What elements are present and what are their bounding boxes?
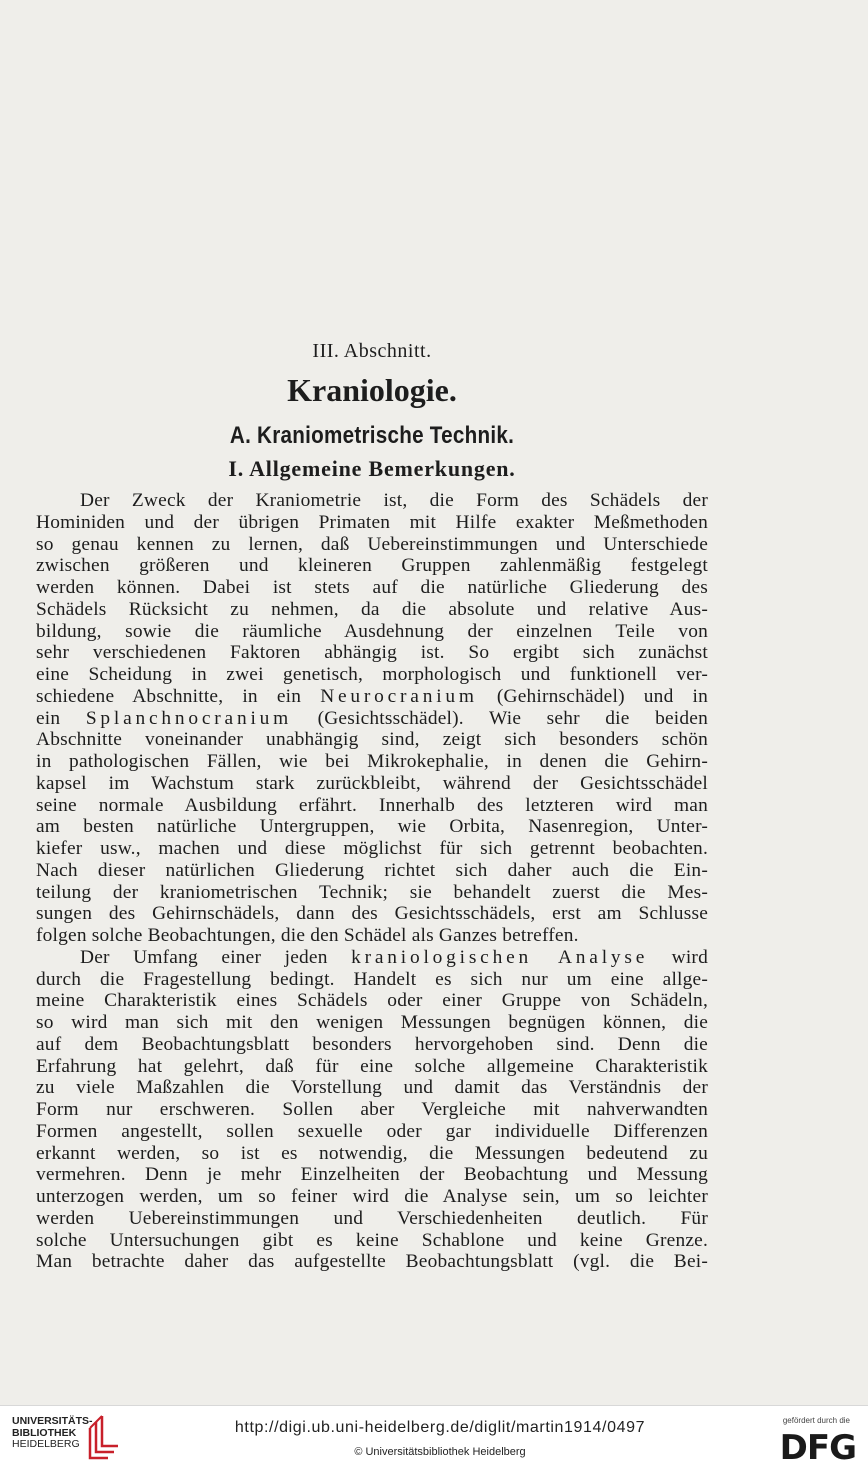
text-fragment: ein	[36, 707, 61, 729]
permalink-url[interactable]: http://digi.ub.uni-heidelberg.de/diglit/martin1914/0497	[234, 1419, 646, 1436]
text-line: seine normale Ausbildung erfährt. Innerhalb des letzteren wird man	[36, 794, 708, 816]
text-line: vermehren. Denn je mehr Einzelheiten der Beobachtung und Messung	[36, 1164, 708, 1186]
text-line: Abschnitte voneinander unabhängig sind, zeigt sich besonders schön	[36, 729, 708, 751]
emphasized-term: Splanchnocranium	[85, 707, 293, 729]
text-fragment: schiedene Abschnitte, in ein	[36, 685, 302, 707]
text-line	[36, 686, 708, 708]
copyright-notice: © Universitätsbibliothek Heidelberg	[354, 1446, 526, 1458]
subsection-heading: I. Allgemeine Bemerkungen.	[228, 456, 516, 481]
text-line	[36, 708, 708, 730]
text-fragment: Der Umfang einer jeden	[80, 946, 328, 968]
emphasized-term: kraniologischen Analyse	[351, 946, 649, 968]
text-line: Schädels Rücksicht zu nehmen, da die absolute und relative Aus-	[36, 598, 708, 620]
chapter-heading: A. Kraniometrische Technik.	[229, 422, 515, 449]
text-line: in pathologischen Fällen, wie bei Mikrokephalie, in denen die Gehirn-	[36, 751, 708, 772]
text-line: eine Scheidung in zwei genetisch, morphologisch und funktionell ver-	[36, 664, 708, 685]
text-line: Hominiden und der übrigen Primaten mit Hilfe exakter Meßmethoden	[36, 511, 708, 533]
text-line: so wird man sich mit den wenigen Messungen begnügen können, die	[36, 1012, 708, 1033]
text-fragment: (Gehirnschädel) und in	[496, 685, 708, 707]
library-logo-icon	[86, 1414, 120, 1462]
section-label: III. Abschnitt.	[312, 340, 432, 362]
text-line	[36, 947, 708, 969]
text-line: folgen solche Beobachtungen, die den Schädel als Ganzes betreffen.	[36, 925, 579, 946]
text-line: werden können. Dabei ist stets auf die natürliche Gliederung des	[36, 577, 708, 598]
text-line: solche Untersuchungen gibt es keine Schablone und keine Grenze.	[36, 1229, 708, 1251]
library-name-line: HEIDELBERG	[12, 1438, 80, 1450]
text-line: Nach dieser natürlichen Gliederung richtet sich daher auch die Ein-	[36, 859, 708, 881]
text-fragment: wird	[671, 946, 708, 968]
text-line: sungen des Gehirnschädels, dann des Gesichtsschädels, erst am Schlusse	[36, 903, 708, 925]
library-logo-text	[12, 1416, 93, 1451]
text-line: kapsel im Wachstum stark zurückbleibt, während der Gesichtsschädel	[36, 772, 708, 794]
text-line: so genau kennen zu lernen, daß Uebereinstimmungen und Unterschiede	[36, 533, 708, 555]
text-line: Man betrachte daher das aufgestellte Beobachtungsblatt (vgl. die Bei-	[36, 1251, 708, 1273]
body-text	[36, 490, 708, 1273]
footer-bar	[0, 1405, 868, 1469]
text-line: bildung, sowie die räumliche Ausdehnung der einzelnen Teile von	[36, 620, 708, 642]
text-line: sehr verschiedenen Faktoren abhängig ist. So ergibt sich zunächst	[36, 642, 708, 664]
text-line: kiefer usw., machen und diese möglichst für sich getrennt beobachten.	[36, 838, 708, 859]
library-name-line: UNIVERSITÄTS-	[12, 1415, 93, 1427]
text-line: zwischen größeren und kleineren Gruppen zahlenmäßig festgelegt	[36, 555, 708, 577]
text-fragment: (Gesichtsschädel). Wie sehr die beiden	[317, 707, 708, 729]
text-line: werden Uebereinstimmungen und Verschiedenheiten deutlich. Für	[36, 1207, 708, 1229]
text-line: meine Charakteristik eines Schädels oder einer Gruppe von Schädeln,	[36, 990, 708, 1012]
text-line: am besten natürliche Untergruppen, wie Orbita, Nasenregion, Unter-	[36, 816, 708, 838]
text-line: Der Zweck der Kraniometrie ist, die Form des Schädels der	[80, 490, 708, 511]
text-line: erkannt werden, so ist es notwendig, die Messungen bedeutend zu	[36, 1142, 708, 1164]
text-line: Formen angestellt, sollen sexuelle oder gar individuelle Differenzen	[36, 1120, 708, 1142]
text-line: zu viele Maßzahlen die Vorstellung und damit das Verständnis der	[36, 1077, 708, 1099]
text-line: unterzogen werden, um so feiner wird die Analyse sein, um so leichter	[36, 1186, 708, 1207]
emphasized-term: Neurocranium	[320, 685, 478, 707]
text-line: Erfahrung hat gelehrt, daß für eine solche allgemeine Charakteristik	[36, 1055, 708, 1077]
page-title: Kraniologie.	[287, 372, 457, 408]
text-line: Form nur erschweren. Sollen aber Vergleiche mit nahverwandten	[36, 1099, 708, 1120]
text-line: durch die Fragestellung bedingt. Handelt es sich nur um eine allge-	[36, 968, 708, 990]
text-line: auf dem Beobachtungsblatt besonders hervorgehoben sind. Denn die	[36, 1033, 708, 1055]
funding-label: gefördert durch die	[782, 1416, 850, 1425]
dfg-logo: DFG	[779, 1428, 856, 1468]
text-line: teilung der kraniometrischen Technik; sie behandelt zuerst die Mes-	[36, 881, 708, 903]
library-name-line: BIBLIOTHEK	[12, 1426, 77, 1439]
